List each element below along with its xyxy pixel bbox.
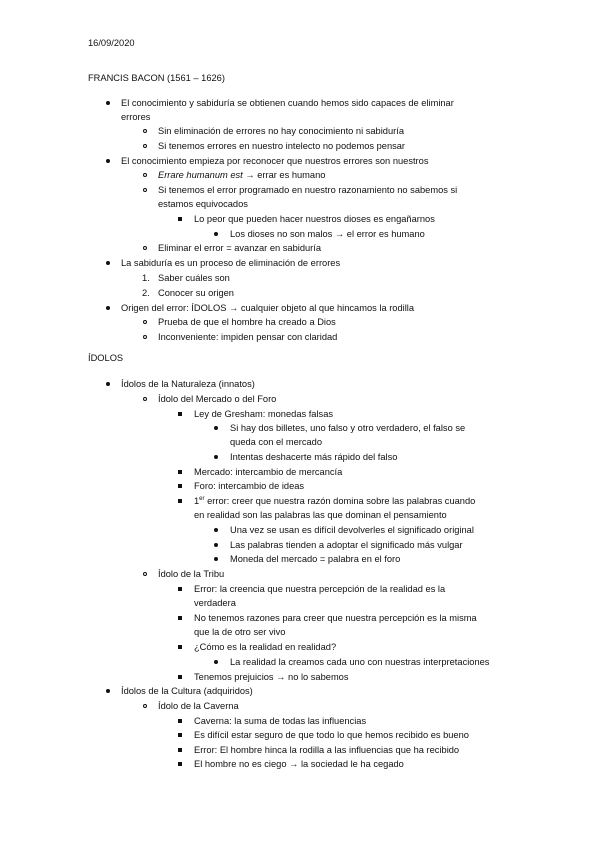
bullet — [106, 382, 110, 386]
list-item: Si hay dos billetes, uno falso y otro verdadero, el falso se — [230, 423, 466, 433]
ordinal-suffix: er — [199, 495, 205, 502]
list-item: Las palabras tienden a adoptar el significado más vulgar — [230, 540, 463, 550]
list-item: La realidad la creamos cada uno con nuestras interpretaciones — [230, 657, 490, 667]
bullet-circle — [143, 173, 147, 177]
list-item: Caverna: la suma de todas las influencias — [194, 716, 367, 726]
list-item: Saber cuáles son — [158, 273, 230, 283]
list-item: Intentas deshacerte más rápido del falso — [230, 452, 398, 462]
bullet-circle — [143, 129, 147, 133]
bullet — [214, 543, 218, 547]
list-item: Una vez se usan es difícil devolverles el significado original — [230, 525, 474, 535]
ordinal-number: 1 — [194, 496, 200, 506]
list-item: Los dioses no son malos → el error es humano — [230, 229, 425, 239]
list-item: ¿Cómo es la realidad en realidad? — [194, 642, 337, 652]
list-item-text: error: creer que nuestra razón domina sobre las palabras cuando — [204, 496, 476, 506]
bullet — [106, 306, 110, 310]
bullet-circle — [143, 397, 147, 401]
list-item: Inconveniente: impiden pensar con claridad — [158, 332, 338, 342]
bullet — [214, 455, 218, 459]
bullet-square — [178, 675, 182, 679]
bullet-square — [178, 484, 182, 488]
list-item: Conocer su origen — [158, 288, 234, 298]
bullet-circle — [143, 144, 147, 148]
bullet-square — [178, 645, 182, 649]
list-item: No tenemos razones para creer que nuestra percepción es la misma — [194, 613, 477, 623]
list-item: Ídolos de la Cultura (adquiridos) — [121, 686, 253, 696]
list-item-continuation: verdadera — [194, 598, 236, 608]
page-title: FRANCIS BACON (1561 – 1626) — [88, 73, 225, 83]
list-item: Error: El hombre hinca la rodilla a las influencias que ha recibido — [194, 745, 460, 755]
list-item-continuation: errores — [121, 112, 151, 122]
list-item: Prueba de que el hombre ha creado a Dios — [158, 317, 336, 327]
list-item: Error: la creencia que nuestra percepción de la realidad es la — [194, 584, 446, 594]
date: 16/09/2020 — [88, 38, 135, 48]
list-item — [158, 169, 325, 181]
list-item: Moneda del mercado = palabra en el foro — [230, 554, 401, 564]
list-item: El conocimiento y sabiduría se obtienen cuando hemos sido capaces de eliminar — [121, 98, 454, 108]
list-item: Si tenemos el error programado en nuestro razonamiento no sabemos si — [158, 185, 458, 195]
list-item: El conocimiento empieza por reconocer que nuestros errores son nuestros — [121, 156, 429, 166]
list-item: Ídolo del Mercado o del Foro — [158, 394, 277, 404]
bullet-circle — [143, 572, 147, 576]
bullet — [214, 426, 218, 430]
list-number: 1. — [142, 273, 150, 283]
bullet-circle — [143, 246, 147, 250]
list-item: Origen del error: ÍDOLOS → cualquier objeto al que hincamos la rodilla — [121, 303, 414, 313]
bullet-square — [178, 499, 182, 503]
bullet — [106, 689, 110, 693]
list-item: Mercado: intercambio de mercancía — [194, 467, 343, 477]
list-item: Tenemos prejuicios → no lo sabemos — [194, 672, 349, 682]
bullet-square — [178, 748, 182, 752]
bullet-square — [178, 470, 182, 474]
bullet-square — [178, 412, 182, 416]
list-item: Ídolo de la Tribu — [158, 569, 225, 579]
list-item: Es difícil estar seguro de que todo lo que hemos recibido es bueno — [194, 730, 469, 740]
list-item: Foro: intercambio de ideas — [194, 481, 305, 491]
list-item-continuation: estamos equivocados — [158, 199, 248, 209]
list-item: La sabiduría es un proceso de eliminación de errores — [121, 258, 341, 268]
list-item: Sin eliminación de errores no hay conocimiento ni sabiduría — [158, 126, 404, 136]
list-item: Ídolos de la Naturaleza (innatos) — [121, 379, 255, 389]
bullet — [214, 660, 218, 664]
bullet-circle — [143, 704, 147, 708]
list-item: El hombre no es ciego → la sociedad le ha cegado — [194, 759, 404, 769]
bullet-square — [178, 587, 182, 591]
bullet — [106, 159, 110, 163]
list-item-text: → errar es humano — [242, 170, 326, 180]
bullet-circle — [143, 320, 147, 324]
bullet-circle — [143, 335, 147, 339]
bullet — [214, 557, 218, 561]
bullet-square — [178, 719, 182, 723]
list-item-continuation: queda con el mercado — [230, 437, 322, 447]
bullet-square — [178, 762, 182, 766]
bullet — [106, 101, 110, 105]
latin-phrase: Errare humanum est — [158, 170, 243, 180]
bullet-square — [178, 733, 182, 737]
bullet — [214, 232, 218, 236]
section-heading: ÍDOLOS — [88, 353, 124, 363]
list-item: Ley de Gresham: monedas falsas — [194, 409, 334, 419]
bullet-square — [178, 616, 182, 620]
list-item-continuation: en realidad son las palabras las que dominan el pensamiento — [194, 510, 447, 520]
list-item: Ídolo de la Caverna — [158, 701, 239, 711]
bullet-circle — [143, 188, 147, 192]
list-item: Si tenemos errores en nuestro intelecto no podemos pensar — [158, 141, 406, 151]
bullet-square — [178, 217, 182, 221]
list-item — [194, 495, 475, 507]
bullet — [214, 528, 218, 532]
list-item-continuation: que la de otro ser vivo — [194, 627, 286, 637]
list-number: 2. — [142, 288, 150, 298]
bullet — [106, 261, 110, 265]
list-item: Eliminar el error = avanzar en sabiduría — [158, 243, 322, 253]
list-item: Lo peor que pueden hacer nuestros dioses es engañarnos — [194, 214, 435, 224]
